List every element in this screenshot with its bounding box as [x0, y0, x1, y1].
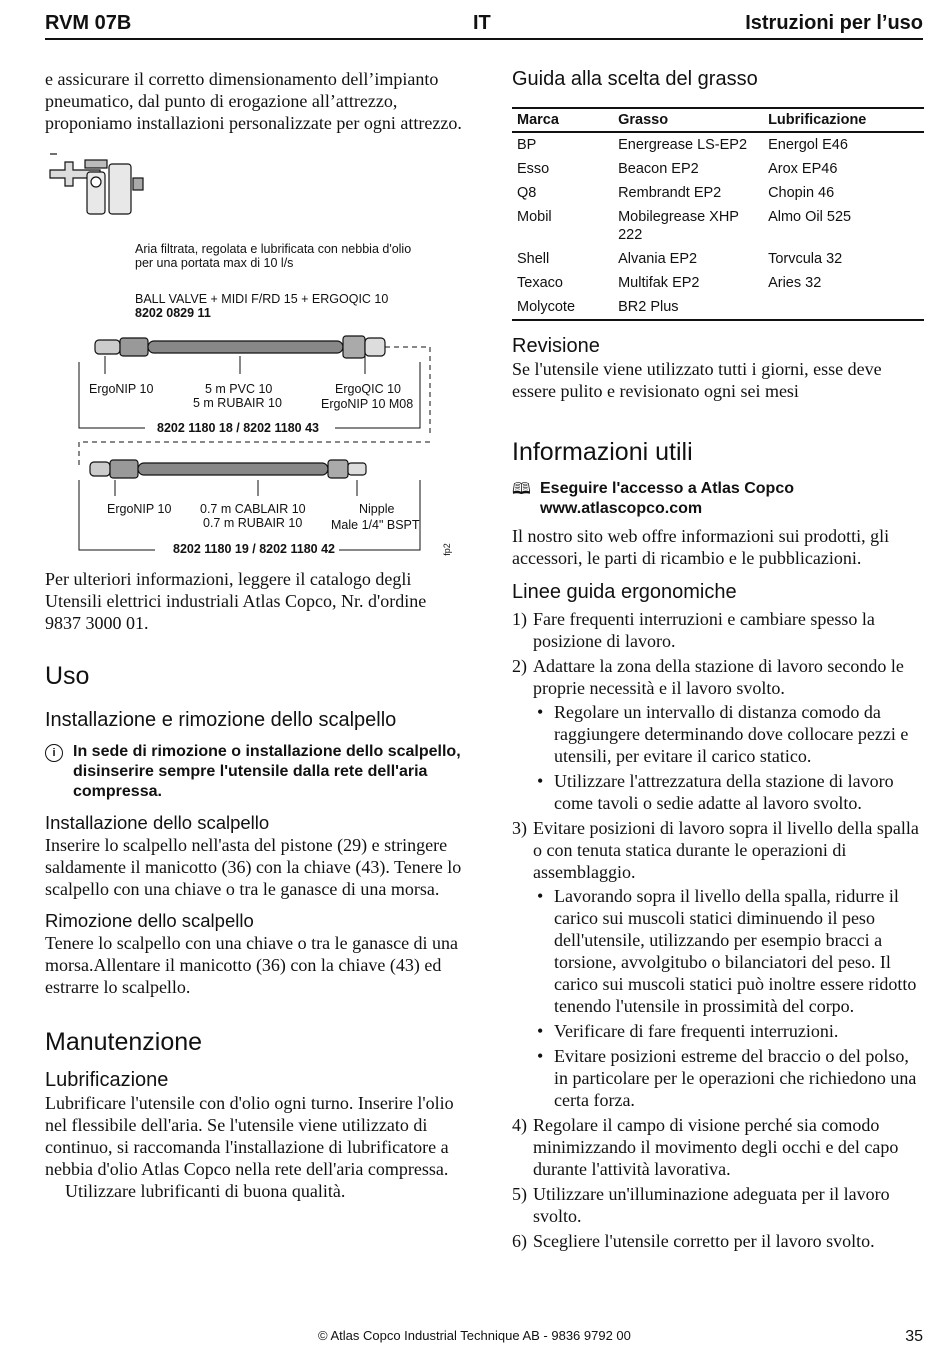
bottom-order-codes: 8202 1180 19 / 8202 1180 42 — [169, 542, 339, 557]
heading-grease-guide: Guida alla scelta del grasso — [512, 68, 758, 90]
guideline-text: Fare frequenti interruzioni e cambiare spesso la posizione di lavoro. — [533, 609, 875, 651]
guideline-subitem: • Lavorando sopra il livello della spalla, ridurre il carico sui muscoli statici diminuendo il peso dell'utensile, utilizzando per esempio bracci a torsione, avvolgitubo o bilanciatori del peso. Il carico sui muscoli statici può inoltre essere ridotto tenendo l'utensile in prossimità del corpo. — [533, 885, 924, 1017]
guideline-subitem: • Regolare un intervallo di distanza comodo da raggiungere determinando dove collocare pezzi e utensili, per evitare il carico statico. — [533, 701, 924, 767]
document-type: Istruzioni per l’uso — [745, 12, 923, 34]
grease-table — [512, 107, 924, 321]
guideline-text: Evitare posizioni di lavoro sopra il livello della spalla o con tenuta statica durante le operazioni di assemblaggio. — [533, 818, 919, 882]
guideline-item — [512, 817, 924, 1111]
column-header-grasso: Grasso — [613, 108, 763, 132]
air-note-line-2: per una portata max di 10 l/s — [135, 256, 294, 270]
cell-grease: BR2 Plus — [613, 295, 763, 320]
cell-lubricant: Aries 32 — [768, 275, 822, 291]
kit-description: BALL VALVE + MIDI F/RD 15 + ERGOQIC 10 — [135, 292, 389, 306]
intro-paragraph: e assicurare il corretto dimensionamento dell’impianto pneumatico, dal punto di erogazione all’attrezzo, proponiamo installazioni personalizzate per ogni attrezzo. — [45, 69, 462, 133]
left-column — [45, 68, 465, 1202]
cell-brand: BP — [517, 137, 537, 153]
cell-grease: Multifak EP2 — [618, 275, 700, 291]
cell-lubricant — [763, 295, 924, 320]
top-order-codes: 8202 1180 18 / 8202 1180 43 — [153, 421, 323, 436]
bottom-mid-label-2: 0.7 m RUBAIR 10 — [203, 516, 303, 530]
table-header-row — [512, 108, 924, 132]
installazione-paragraph: Inserire lo scalpello nell'asta del pistone (29) e stringere saldamente il manicotto (36) con la chiave (43). Tenere lo scalpello con una chiave o tra le ganasce di una morsa. — [45, 835, 462, 899]
section-heading-informazioni: Informazioni utili — [512, 438, 693, 466]
heading-revisione: Revisione — [512, 335, 600, 357]
column-header-marca: Marca — [512, 108, 613, 132]
top-mid-label-1: 5 m PVC 10 — [205, 382, 273, 396]
lubrificanti-paragraph: Utilizzare lubrificanti di buona qualità. — [65, 1181, 346, 1201]
table-row — [512, 132, 924, 157]
guideline-number: 6) — [512, 1231, 527, 1251]
guideline-number: 1) — [512, 609, 527, 629]
air-installation-figure — [45, 142, 465, 472]
warning-note — [45, 742, 465, 802]
heading-ergonomic-guidelines: Linee guida ergonomiche — [512, 581, 737, 603]
page-header — [45, 8, 923, 40]
cell-brand: Molycote — [512, 295, 613, 320]
footer-copyright: © Atlas Copco Industrial Technique AB - 9836 9792 00 — [318, 1328, 631, 1343]
heading-rimozione: Rimozione dello scalpello — [45, 910, 254, 931]
guideline-number: 5) — [512, 1184, 527, 1204]
cell-grease: Beacon EP2 — [618, 161, 699, 177]
table-row — [512, 271, 924, 295]
info-icon: i — [45, 744, 63, 762]
subsection-heading-install: Installazione e rimozione dello scalpello — [45, 709, 397, 731]
catalog-paragraph: Per ulteriori informazioni, leggere il catalogo degli Utensili elettrici industriali Atlas Copco, Nr. d'ordine 9837 3000 01. — [45, 569, 427, 633]
kit-code: 8202 0829 11 — [135, 306, 211, 320]
guideline-text: Utilizzare un'illuminazione adeguata per il lavoro svolto. — [533, 1184, 890, 1226]
top-right-label-1: ErgoQIC 10 — [335, 382, 402, 396]
heading-lubrificazione: Lubrificazione — [45, 1069, 169, 1091]
table-row — [512, 181, 924, 205]
guideline-text: Scegliere l'utensile corretto per il lavoro svolto. — [533, 1231, 875, 1251]
guideline-item — [512, 1230, 924, 1252]
cell-lubricant: Chopin 46 — [768, 185, 835, 201]
short-hose-figure — [45, 450, 465, 560]
cell-lubricant: Energol E46 — [768, 137, 848, 153]
cell-brand: Esso — [517, 161, 550, 177]
cell-brand: Texaco — [517, 275, 563, 291]
bottom-right-label-2: Male 1/4" BSPT — [331, 518, 420, 532]
frl-unit-icon — [50, 154, 143, 214]
section-heading-uso: Uso — [45, 662, 90, 690]
top-right-label-2: ErgoNIP 10 M08 — [321, 397, 414, 411]
top-hose-drawing — [95, 336, 385, 358]
cell-lubricant: Arox EP46 — [768, 161, 838, 177]
guideline-sublist — [533, 701, 924, 814]
right-column — [512, 68, 924, 1255]
heading-installazione: Installazione dello scalpello — [45, 812, 270, 833]
cell-brand: Shell — [517, 251, 550, 267]
warning-text: In sede di rimozione o installazione dello scalpello, disinserire sempre l'utensile dalla rete dell'aria compressa. — [73, 743, 461, 800]
air-note-line-1: Aria filtrata, regolata e lubrificata con nebbia d'olio — [135, 242, 412, 256]
bottom-mid-label-1: 0.7 m CABLAIR 10 — [200, 502, 306, 516]
bottom-right-label-1: Nipple — [359, 502, 395, 516]
language-code: IT — [473, 12, 491, 34]
cell-brand: Mobil — [517, 209, 552, 225]
table-row — [512, 157, 924, 181]
lubrificazione-paragraph: Lubrificare l'utensile con d'olio ogni turno. Inserire l'olio nel flessibile dell'aria. Se l'utensile viene utilizzato di continuo, si raccomanda l'installazione di lubrificatore a nebbia d'olio Atlas Copco nella rete dell'aria compressa. — [45, 1093, 454, 1179]
website-access-note — [512, 479, 924, 519]
website-link[interactable]: www.atlascopco.com — [540, 500, 703, 517]
cell-lubricant: Almo Oil 525 — [768, 209, 852, 225]
cell-grease: Mobilegrease XHP 222 — [618, 209, 739, 243]
figure-id: fp2 — [441, 543, 452, 556]
guideline-text: Regolare il campo di visione perché sia comodo minimizzando il movimento degli occhi e del capo durante l'attività lavorativa. — [533, 1115, 899, 1179]
guideline-item — [512, 608, 924, 652]
table-row — [512, 247, 924, 271]
guideline-number: 4) — [512, 1115, 527, 1135]
guideline-number: 3) — [512, 818, 527, 838]
cell-grease: Rembrandt EP2 — [618, 185, 722, 201]
table-row — [512, 205, 924, 247]
website-paragraph: Il nostro sito web offre informazioni sui prodotti, gli accessori, le parti di ricambio e le pubblicazioni. — [512, 526, 890, 568]
guideline-sublist — [533, 885, 924, 1111]
top-mid-label-2: 5 m RUBAIR 10 — [193, 396, 282, 410]
guideline-subitem: • Utilizzare l'attrezzatura della stazione di lavoro come tavoli o sedie adatte al lavoro svolto. — [533, 770, 924, 814]
guideline-text: Adattare la zona della stazione di lavoro secondo le proprie necessità e il lavoro svolto. — [533, 656, 904, 698]
document-model: RVM 07B — [45, 12, 132, 34]
cell-grease: Alvania EP2 — [618, 251, 698, 267]
column-header-lubrificazione: Lubrificazione — [763, 108, 924, 132]
bottom-left-label: ErgoNIP 10 — [107, 502, 172, 516]
guideline-subitem: • Verificare di fare frequenti interruzioni. — [533, 1020, 924, 1042]
guideline-item — [512, 1114, 924, 1180]
cell-brand: Q8 — [517, 185, 537, 201]
ergonomic-guidelines-list — [512, 608, 924, 1252]
guideline-subitem: • Evitare posizioni estreme del braccio o del polso, in particolare per le operazioni che richiedono una certa forza. — [533, 1045, 924, 1111]
section-heading-manutenzione: Manutenzione — [45, 1028, 203, 1056]
rimozione-paragraph: Tenere lo scalpello con una chiave o tra le ganasce di una morsa.Allentare il manicotto (36) con la chiave (43) ed estrarre lo scalpello. — [45, 933, 459, 997]
guideline-item — [512, 1183, 924, 1227]
book-icon: 🕮 — [512, 479, 531, 498]
guideline-item — [512, 655, 924, 814]
table-row — [512, 295, 924, 320]
guideline-number: 2) — [512, 656, 527, 676]
revisione-paragraph: Se l'utensile viene utilizzato tutti i giorni, esse deve essere pulito e revisionato ogni sei mesi — [512, 359, 882, 401]
page-number: 35 — [905, 1328, 923, 1345]
cell-grease: Energrease LS-EP2 — [618, 137, 748, 153]
access-line: Eseguire l'accesso a Atlas Copco — [540, 480, 794, 497]
top-left-label: ErgoNIP 10 — [89, 382, 154, 396]
cell-lubricant: Torvcula 32 — [768, 251, 843, 267]
